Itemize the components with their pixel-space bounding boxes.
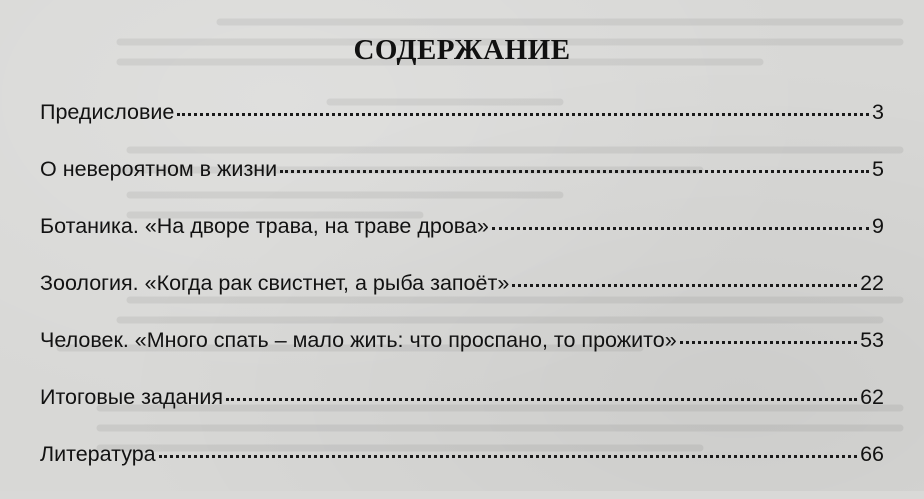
toc-entry-page: 53	[860, 328, 884, 352]
toc-entry-page: 3	[872, 100, 884, 124]
toc-entry-page: 62	[860, 385, 884, 409]
toc-entry[interactable]	[40, 100, 884, 157]
toc-entry-page: 5	[872, 157, 884, 181]
toc-entry-page: 9	[872, 214, 884, 238]
toc-entry-label: О невероятном в жизни	[40, 157, 278, 181]
toc-entry-page: 66	[860, 442, 884, 466]
toc-entry-label: Литература	[40, 442, 156, 466]
table-of-contents	[40, 100, 884, 499]
dot-leader	[680, 341, 857, 344]
toc-entry-label: Итоговые задания	[40, 385, 223, 409]
toc-entry-label: Человек. «Много спать – мало жить: что проспано, то прожито»	[40, 328, 677, 352]
toc-entry[interactable]	[40, 157, 884, 214]
dot-leader	[177, 113, 869, 116]
toc-entry-label: Зоология. «Когда рак свистнет, а рыба запоёт»	[40, 271, 510, 295]
dot-leader	[512, 284, 857, 287]
dot-leader	[280, 170, 869, 173]
page-title: СОДЕРЖАНИЕ	[353, 34, 571, 66]
toc-entry[interactable]	[40, 271, 884, 328]
toc-entry-page: 22	[860, 271, 884, 295]
dot-leader	[492, 227, 869, 230]
dot-leader	[159, 455, 857, 458]
toc-entry-label: Ботаника. «На дворе трава, на траве дрова»	[40, 214, 489, 238]
toc-entry-label: Предисловие	[40, 100, 175, 124]
toc-entry[interactable]	[40, 385, 884, 442]
toc-entry[interactable]	[40, 442, 884, 499]
toc-entry[interactable]	[40, 328, 884, 385]
dot-leader	[226, 398, 857, 401]
toc-entry[interactable]	[40, 214, 884, 271]
